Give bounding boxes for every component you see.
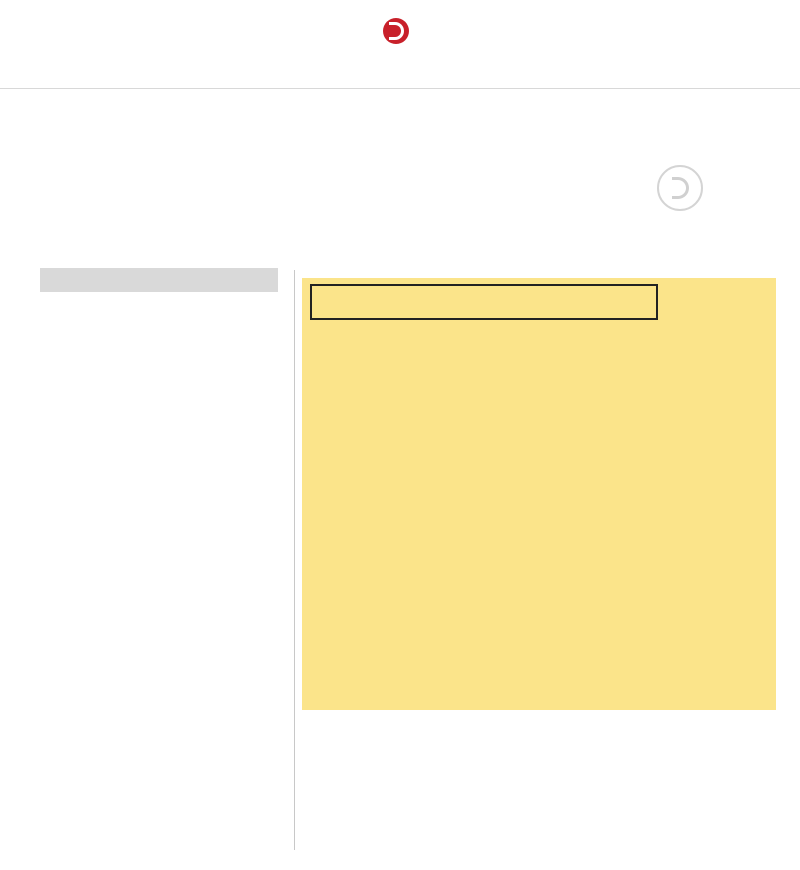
byline — [40, 268, 278, 292]
boxed-story-text — [312, 350, 534, 704]
deshabhimani-logo-icon — [383, 18, 409, 44]
boxed-story-title — [310, 284, 658, 320]
watermark-logo-icon — [657, 165, 703, 211]
masthead — [0, 0, 800, 88]
logo — [0, 18, 800, 44]
masthead-divider — [0, 88, 800, 89]
column-divider — [294, 270, 295, 850]
